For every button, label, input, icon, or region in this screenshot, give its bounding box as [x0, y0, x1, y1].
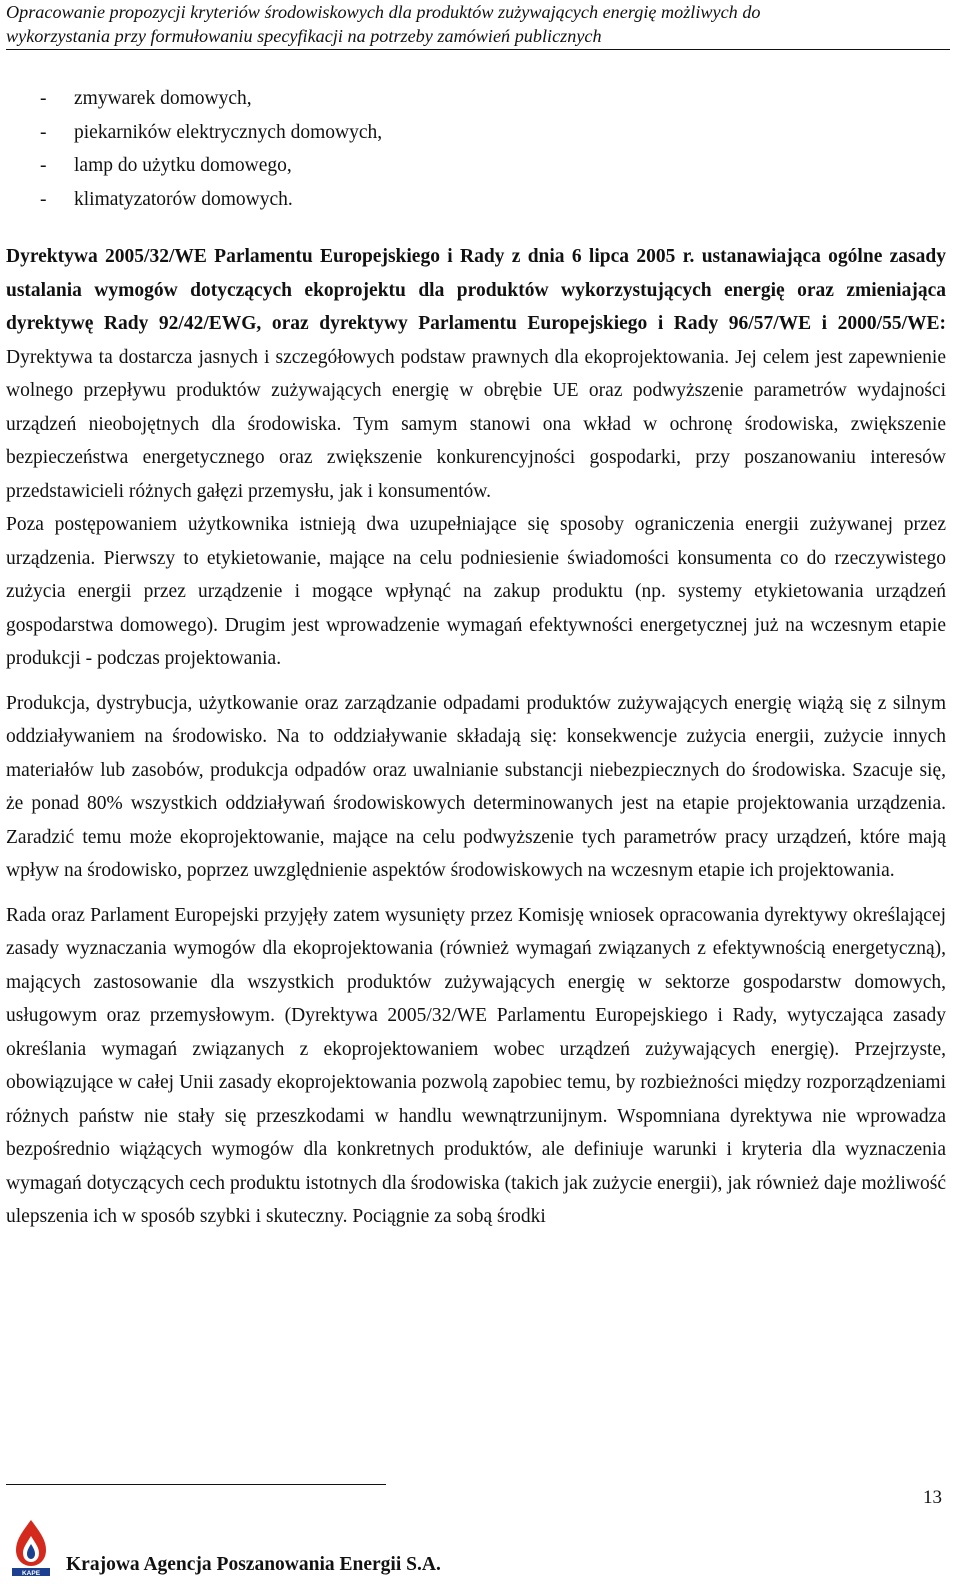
header-line-1: Opracowanie propozycji kryteriów środowiskowych dla produktów zużywających energię możliwych do: [6, 2, 761, 22]
paragraph-council-parliament: Rada oraz Parlament Europejski przyjęły zatem wysunięty przez Komisję wniosek opracowania dyrektywy określającej zasady wyznaczania wymogów dla ekoprojektowania (również wymagań związanych z efektywnością energetyczną), mających zastosowanie dla wszystkich produktów zużywających energię w sektorze gospodarstw domowych, usługowym oraz przemysłowym. (Dyrektywa 2005/32/WE Parlamentu Europejskiego i Rady, wytyczająca zasady określania wymagań związanych z ekoprojektowaniem wobec urządzeń zużywających energię). Przejrzyste, obowiązujące w całej Unii zasady ekoprojektowania pozwolą zapobiec temu, by rozbieżności między rozporządzeniami różnych państw nie stały się przeszkodami w handlu wewnątrzunijnym. Wspomniana dyrektywa nie wprowadza bezpośrednio wiążących wymogów dla konkretnych produktów, ale definiuje warunki i kryteria dla wyznaczenia wymagań dotyczących cech produktu istotnych dla środowiska (takich jak zużycie energii), jak również daje możliwość ulepszenia ich w sposób szybki i skuteczny. Pociągnie za sobą środki: [6, 904, 946, 1227]
list-item: - piekarników elektrycznych domowych,: [6, 116, 946, 150]
logo-text: KAPE: [21, 1569, 41, 1577]
directive-paragraph: [6, 240, 946, 508]
footer-divider: [6, 1484, 386, 1485]
directive-description: Dyrektywa ta dostarcza jasnych i szczegółowych podstaw prawnych dla ekoprojektowania. Jej celem jest zapewnienie wolnego przepływu produktów zużywających energię w obrębie UE oraz podwyższenie parametrów wydajności urządzeń nieobojętnych dla środowiska. Tym samym stanowi ona wkład w ochronę środowiska, zwiększenie bezpieczeństwa energetycznego oraz zwiększenie konkurencyjności gospodarki, przy poszanowaniu interesów przedstawicieli różnych gałęzi przemysłu, jak i konsumentów.: [6, 346, 946, 502]
header-line-2: wykorzystania przy formułowaniu specyfikacji na potrzeby zamówień publicznych: [6, 26, 602, 46]
appliance-list: [6, 82, 946, 216]
bullet-dash: -: [40, 188, 47, 210]
directive-title: Dyrektywa 2005/32/WE Parlamentu Europejskiego i Rady z dnia 6 lipca 2005 r. ustanawiająca ogólne zasady ustalania wymogów dotyczących ekoprojektu dla produktów wykorzystujących energię oraz zmieniająca dyrektywę Rady 92/42/EWG, oraz dyrektywy Parlamentu Europejskiego i Rady 96/57/WE i 2000/55/WE:: [6, 246, 946, 334]
list-item: - lamp do użytku domowego,: [6, 149, 946, 183]
page-number: 13: [923, 1487, 942, 1508]
document-body: [6, 82, 946, 1245]
list-item: - klimatyzatorów domowych.: [6, 183, 946, 217]
running-header: [6, 0, 950, 50]
bullet-dash: -: [40, 88, 47, 109]
bullet-dash: -: [40, 155, 47, 176]
paragraph-environmental-impact: Produkcja, dystrybucja, użytkowanie oraz zarządzanie odpadami produktów zużywających energię wiążą się z silnym oddziaływaniem na środowisko. Na to oddziaływanie składają się: konsekwencje zużycia energii, zużycie innych materiałów lub zasobów, produkcja odpadów oraz uwalnianie substancji niebezpiecznych do środowiska. Szacuje się, że ponad 80% wszystkich oddziaływań środowiskowych determinowanych jest na etapie projektowania urządzenia. Zaradzić temu może ekoprojektowanie, mające na celu podwyższenie tych parametrów pracy urządzeń, które mają wpływ na środowisko, poprzez uwzględnienie aspektów środowiskowych na wczesnym etapie ich projektowania.: [6, 692, 946, 881]
kape-logo-icon: [8, 1518, 54, 1578]
agency-name: Krajowa Agencja Poszanowania Energii S.A.: [66, 1554, 441, 1575]
bullet-dash: -: [40, 121, 47, 143]
paragraph-energy-reduction: Poza postępowaniem użytkownika istnieją dwa uzupełniające się sposoby ograniczenia energii zużywanej przez urządzenia. Pierwszy to etykietowanie, mające na celu podniesienie świadomości konsumenta co do rzeczywistego zużycia energii przez urządzenie i mogące wpłynąć na zakup produktu (np. systemy etykietowania urządzeń gospodarstwa domowego). Drugim jest wprowadzenie wymagań efektywności energetycznej już na wczesnym etapie produkcji - podczas projektowania.: [6, 514, 946, 669]
list-item: - zmywarek domowych,: [6, 82, 946, 116]
